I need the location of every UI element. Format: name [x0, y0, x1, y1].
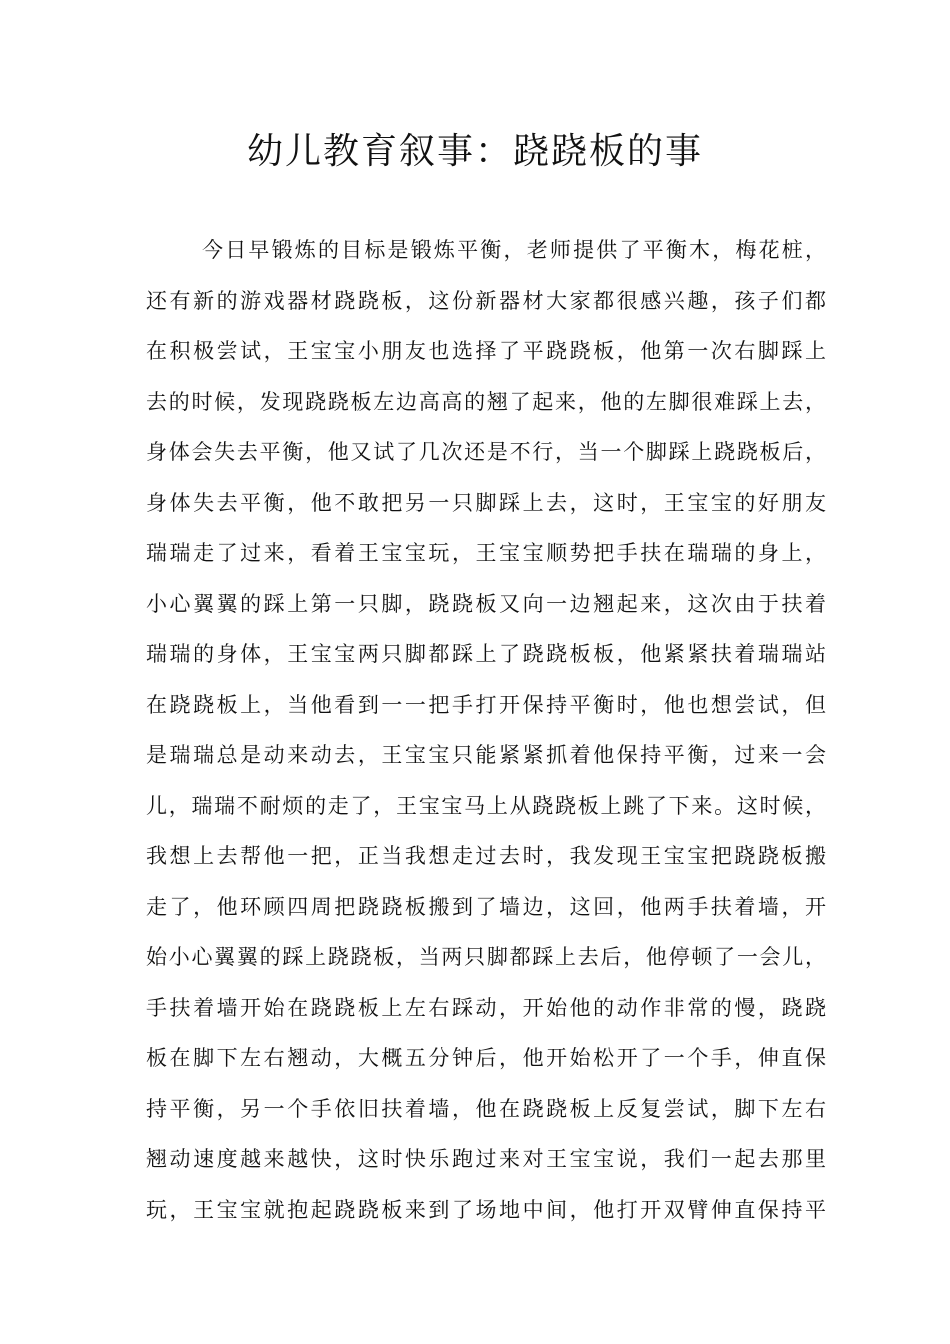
text-line: 儿，瑞瑞不耐烦的走了，王宝宝马上从跷跷板上跳了下来。这时候， — [146, 793, 826, 818]
text-line: 走了，他环顾四周把跷跷板搬到了墙边，这回，他两手扶着墙，开 — [146, 894, 826, 919]
text-line: 身体失去平衡，他不敢把另一只脚踩上去，这时，王宝宝的好朋友 — [146, 490, 826, 515]
text-line: 板在脚下左右翘动，大概五分钟后，他开始松开了一个手，伸直保 — [146, 1046, 826, 1070]
text-line: 是瑞瑞总是动来动去，王宝宝只能紧紧抓着他保持平衡，过来一会 — [146, 743, 826, 767]
text-line: 始小心翼翼的踩上跷跷板，当两只脚都踩上去后，他停顿了一会儿， — [146, 945, 826, 969]
text-line: 瑞瑞走了过来，看着王宝宝玩，王宝宝顺势把手扶在瑞瑞的身上， — [146, 541, 826, 565]
text-line: 在跷跷板上，当他看到一一把手打开保持平衡时，他也想尝试，但 — [146, 692, 826, 717]
text-line: 手扶着墙开始在跷跷板上左右踩动，开始他的动作非常的慢，跷跷 — [146, 995, 826, 1020]
text-line: 去的时候，发现跷跷板左边高高的翘了起来，他的左脚很难踩上去， — [146, 389, 826, 414]
text-line: 小心翼翼的踩上第一只脚，跷跷板又向一边翘起来，这次由于扶着 — [146, 591, 826, 616]
body-paragraph — [146, 225, 826, 1235]
text-line: 在积极尝试，王宝宝小朋友也选择了平跷跷板，他第一次右脚踩上 — [146, 339, 826, 363]
text-line: 还有新的游戏器材跷跷板，这份新器材大家都很感兴趣，孩子们都 — [146, 288, 826, 313]
text-line: 持平衡，另一个手依旧扶着墙，他在跷跷板上反复尝试，脚下左右 — [146, 1096, 826, 1121]
text-line: 我想上去帮他一把，正当我想走过去时，我发现王宝宝把跷跷板搬 — [146, 844, 826, 868]
text-line: 瑞瑞的身体，王宝宝两只脚都踩上了跷跷板板，他紧紧扶着瑞瑞站 — [146, 642, 826, 666]
text-line: 玩，王宝宝就抱起跷跷板来到了场地中间，他打开双臂伸直保持平 — [146, 1197, 826, 1222]
text-line: 身体会失去平衡，他又试了几次还是不行，当一个脚踩上跷跷板后， — [146, 440, 826, 464]
document-title: 幼儿教育叙事：跷跷板的事 — [246, 131, 703, 172]
text-line: 翘动速度越来越快，这时快乐跑过来对王宝宝说，我们一起去那里 — [146, 1147, 826, 1171]
text-line: 今日早锻炼的目标是锻炼平衡，老师提供了平衡木，梅花桩， — [202, 238, 826, 262]
